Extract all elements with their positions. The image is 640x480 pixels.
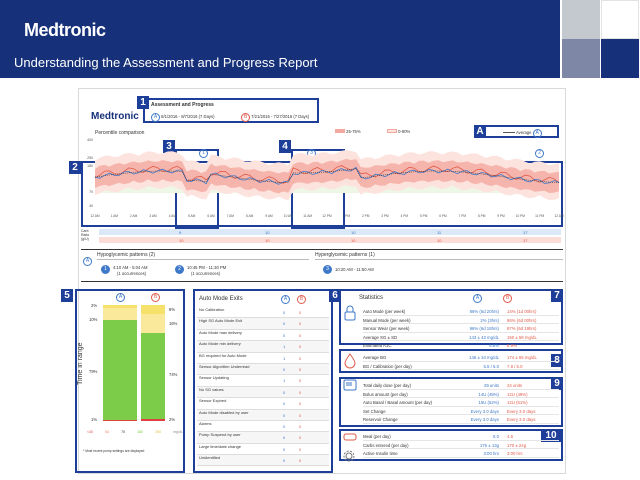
carb-row-a [99,229,561,235]
x-tick-label: 9 AM [265,214,273,218]
stat-row [363,333,559,342]
blood-drop-icon [343,353,357,369]
x-tick-label: 3 AM [149,214,157,218]
x-tick-label: 4 PM [400,214,409,218]
exit-label: Large time/date change [199,443,242,449]
stat-label: Manual Mode (per week) [363,317,411,323]
x-tick-label: 5 AM [188,214,196,218]
exit-label: Sensor Expired [199,398,227,404]
hypo-2-count: (1 occurrences) [191,271,221,276]
hypo-1-count: (1 occurrences) [117,271,147,276]
auto-mode-exit-row [197,387,329,398]
medtronic-logo: Medtronic [24,20,106,40]
stat-label: Average SG ± SD [363,334,398,340]
stat-label: Meal (per day) [363,434,391,439]
callout-6: 6 [329,289,341,302]
carb-ratio-cell: 10 [265,237,270,243]
auto-mode-exit-row [197,307,329,318]
x-tick-label: 9 PM [497,214,505,218]
exit-label: High SG Auto Mode Exit [199,318,243,324]
callout-1: 1 [137,96,149,109]
stat-value-b: 3:00 hrs [507,451,523,457]
stat-row [363,449,559,458]
auto-mode-exit-row [197,330,329,341]
legend-swatch-2 [387,129,397,133]
exit-count-b: 0 [299,355,302,361]
carb-ratio-cell: 10 [351,237,356,243]
exit-count-b: 0 [299,310,302,315]
auto-mode-exit-row [197,398,329,409]
stat-label: Total daily dose (per day) [363,383,412,388]
tir-marker-b: B [151,293,160,302]
x-tick-label: 4 AM [168,214,176,218]
exit-count-a: 0 [283,423,286,429]
stat-value-a: 86% (6d 20hrs) [469,309,499,314]
callout-9: 9 [551,377,563,390]
x-tick-label: 5 PM [419,214,428,218]
tir-scale-label: mg/dL [173,430,183,434]
legend-average-line [503,132,515,133]
stat-value-a: 176 ± 13g [479,442,499,448]
tir-segment [141,419,165,421]
auto-mode-exits-title: Auto Mode Exits [199,296,243,302]
auto-mode-exit-row [197,341,329,352]
exit-count-a: 0 [283,401,286,407]
callout-5: 5 [61,289,73,302]
stat-value-a: 5.0 [493,434,499,439]
tir-scale-label: 250 [155,430,162,434]
x-tick-label: 6 AM [207,214,215,218]
patterns-rule [81,249,563,250]
assessment-title: Assessment and Progress [151,102,214,108]
stat-row [363,432,559,441]
carb-ratio-cell: 17 [523,237,528,243]
tir-segment [141,333,165,419]
period-a-marker: A [151,113,160,122]
exit-count-a: 0 [283,310,286,315]
stat-row [363,316,559,325]
x-tick-label: 10 AM [283,214,293,218]
stat-value-b: 24 units [507,383,523,388]
auto-mode-exit-row [197,421,329,432]
stats-marker-b: B [503,294,512,303]
stat-row [363,324,559,333]
x-tick-label: 6 PM [439,214,447,218]
exit-count-b: 0 [299,446,302,452]
tir-scale-label: 70 [121,430,126,434]
tir-a-label-0: 2% [91,303,98,308]
stat-value-a: 29 units [483,383,499,388]
exit-count-b: 0 [299,389,302,395]
stat-label: Set Change [363,408,386,414]
stat-row [363,441,559,450]
stat-value-b: 174 ± 65 mg/dL [507,355,537,360]
x-tick-label: 8 AM [246,214,254,218]
exit-count-b: 0 [299,321,302,327]
stat-label: Average BG [363,355,387,360]
exit-count-a: 0 [283,412,286,418]
x-tick-label: 1 AM [110,214,118,218]
legend-average-marker: A [533,129,542,138]
ame-marker-b: B [297,295,306,304]
tir-a-label-1: 10% [89,317,98,322]
event-marker-3: 3 [307,149,316,158]
exit-label: No Calibration [199,307,225,312]
x-tick-label: 11 PM [535,214,545,218]
stat-row [363,407,559,416]
exit-count-a: 0 [283,446,286,452]
patterns-bottom-rule [81,281,563,282]
x-tick-label: 3 PM [381,214,389,218]
legend-range1 [335,129,361,134]
x-tick-label: 2 PM [361,214,370,218]
carb-ratio-cell: 10 [351,229,356,235]
glucose-chart [87,137,564,219]
stat-label: Sensor Wear (per week) [363,326,410,332]
stat-value-b: 87% (6d 19hrs) [507,326,537,332]
event-marker-2: 2 [535,149,544,158]
callout-2: 2 [69,161,81,174]
exit-label: Auto Mode max delivery [199,329,242,335]
x-tick-label: 12 AM [554,214,564,218]
tir-segment [141,305,165,314]
hypo-2-time: 10:45 PM - 11:30 PM [187,265,227,270]
stat-value-a: 15U (52%) [478,400,499,406]
exit-label: Sensor Algorithm Underread [199,363,250,369]
exit-count-a: 0 [283,389,286,395]
deco-square-gray [562,0,600,39]
legend-average-text: Average [515,130,532,135]
carb-ratio-cell: 10 [437,237,442,243]
carb-ratio-cell: 9 [179,229,182,235]
stat-value-b: Every 3.0 days [507,417,536,423]
x-tick-label: 7 AM [226,214,234,218]
tir-segment [103,320,137,420]
stat-label: Bolus amount (per day) [363,391,408,397]
exit-count-b: 0 [299,332,302,338]
exit-label: Sensor Updating [199,375,229,381]
hypo-title: Hypoglycemic patterns (2) [97,252,156,258]
tir-b-label-2: 74% [169,372,178,377]
exit-count-b: 0 [299,401,302,407]
exit-label: Auto Mode disabled by user [199,409,249,415]
tir-a-label-3: 1% [91,417,98,422]
auto-mode-exit-row [197,444,329,455]
auto-mode-exits-list [197,307,329,466]
exit-label: No SG values [199,386,224,392]
carb-ratio-label: Carb Ratio (g/U) [81,229,90,241]
callout-a: A [474,125,486,138]
lock-icon [343,305,357,321]
tir-bar-a [103,305,137,421]
tir-scale-label: <40 [87,430,93,434]
stat-row [363,353,559,362]
legend-range2-text: 0-90% [398,129,411,134]
exit-count-a: 0 [283,321,286,327]
tir-b-label-3: 2% [169,417,176,422]
exit-label: Unidentified [199,455,221,461]
stats-group-3 [363,381,559,424]
y-tick-label: 250 [87,156,93,160]
exit-label: Auto Mode min delivery [199,341,241,347]
y-tick-label: 40 [89,204,93,208]
carb-ratio-cell: 10 [265,229,270,235]
stat-label: Reservoir Change [363,417,398,423]
stat-value-b: 12U (49%) [507,391,528,397]
stat-label: Auto Mode (per week) [363,309,406,314]
x-tick-label: 10 PM [515,214,525,218]
gear-icon [343,450,355,462]
stat-row [363,307,559,316]
x-tick-label: 2 AM [130,214,138,218]
stat-value-b: 86% (6d 00hrs) [507,317,537,323]
hypo-1-marker: 1 [101,265,110,274]
period-b [241,113,309,122]
carb-ratio-cell: 10 [179,237,184,243]
patterns-marker-a: A [83,257,92,266]
stat-value-a: 143 ± 43 mg/dL [469,334,499,340]
stat-value-b: 14% (1d 00hrs) [507,309,537,314]
stat-row [363,390,559,399]
legend-range1-text: 25-75% [346,129,361,134]
stat-value-b: 6.9% [507,343,517,349]
period-a [151,113,214,122]
percentile-label: Percentile comparison [95,130,145,136]
stat-value-a: 96% (6d 18hrs) [469,326,499,332]
stat-value-a: 146 ± 34 mg/dL [469,355,499,360]
pump-icon [343,379,357,391]
hyper-title: Hyperglycemic patterns (1) [315,252,375,258]
stats-group-2 [363,353,559,370]
legend-swatch-1 [335,129,345,133]
stat-row [363,362,559,371]
exit-count-b: 0 [299,458,302,464]
stat-value-a: Every 3.0 days [470,408,499,414]
report-logo: Medtronic [91,111,139,122]
tir-bar-b [141,305,165,421]
tir-b-label-1: 16% [169,321,178,326]
deco-square-white [601,0,639,39]
stat-value-b: Every 3.0 days [507,408,536,414]
period-b-text: 7/21/2016 - 7/27/2016 (7 Days) [251,114,310,119]
callout-3: 3 [163,140,175,153]
exit-count-b: 0 [299,423,302,429]
hyper-1-marker: 3 [323,265,332,274]
deco-square-navy [601,39,639,78]
exit-count-b: 0 [299,435,302,441]
meal-icon [343,432,357,442]
x-tick-label: 12 AM [90,214,100,218]
x-tick-label: 11 AM [303,214,313,218]
stat-label: Active Insulin time [363,451,398,457]
exit-label: Alarms [199,420,212,426]
stats-marker-a: A [473,294,482,303]
hypo-1-time: 4:10 AM - 5:04 AM [113,265,148,270]
stat-value-b: 150 ± 58 mg/dL [507,334,537,340]
tir-scale [87,430,183,436]
stat-value-a: Every 3.0 days [470,417,499,423]
tir-segment [103,308,137,321]
stat-row [363,381,559,390]
exit-count-a: 0 [283,435,286,441]
legend-range2 [387,129,410,134]
exit-label: Pump Suspend by user [199,432,241,438]
auto-mode-exit-row [197,410,329,421]
auto-mode-exit-row [197,318,329,329]
callout-10: 10 [541,429,561,442]
tir-scale-label: 180 [137,430,144,434]
x-tick-label: 12 PM [322,214,332,218]
deco-square-slate [562,39,600,78]
y-tick-label: 400 [87,138,93,142]
hyper-rule [315,259,563,260]
hypo-rule [97,259,309,260]
period-b-marker: B [241,113,250,122]
time-in-range-title: Time in range [77,342,84,385]
callout-4: 4 [279,140,291,153]
auto-mode-exit-row [197,455,329,466]
stat-row [363,398,559,407]
exit-count-a: 0 [283,366,286,372]
stat-value-a: 5.5 / 5.0 [483,363,499,369]
stat-value-a: 3:00 hrs [483,451,499,457]
event-marker-1: 1 [199,149,208,158]
exit-count-a: 1 [283,378,286,384]
stat-value-a: 6.8% [489,343,499,349]
hypo-2-marker: 2 [175,265,184,274]
stat-value-b: 12U (51%) [507,400,528,406]
exit-count-b: 0 [299,344,302,350]
exit-count-a: 0 [283,332,286,338]
stats-group-1 [363,307,559,350]
callout-7: 7 [551,289,563,302]
exit-count-a: 1 [283,355,286,361]
statistics-title: Statistics [359,295,384,301]
tir-segment [141,314,165,333]
stat-label: Auto Basal / Basal amount (per day) [363,400,433,406]
tir-segment [103,420,137,421]
stat-value-a: 14U (48%) [478,391,499,397]
tir-marker-a: A [116,293,125,302]
stat-value-b: 170 ± 24g [507,442,527,448]
auto-mode-exit-row [197,375,329,386]
stat-value-a: 2% (3hrs) [480,317,499,323]
report-page [64,88,566,474]
y-tick-label: 70 [89,190,93,194]
exit-count-b: 0 [299,378,302,384]
period-a-text: 8/1/2016 - 8/7/2016 (7 Days) [161,114,215,119]
stats-group-4 [363,432,559,458]
stat-label: Estimated A1C [363,343,392,349]
auto-mode-exit-row [197,353,329,364]
exit-count-a: 1 [283,344,286,350]
auto-mode-exit-row [197,432,329,443]
tir-footnote: * Most recent pump settings are displayed [83,449,145,453]
exit-count-b: 0 [299,366,302,372]
carb-row-b [99,237,561,243]
tir-a-label-2: 79% [89,369,98,374]
page-header [0,0,560,78]
exit-label: BG required for Auto Mode [199,352,247,358]
x-tick-label: 8 PM [477,214,486,218]
page-subtitle: Understanding the Assessment and Progress Report [14,55,318,70]
stat-value-b: 4.6 [507,434,513,439]
auto-mode-exit-row [197,364,329,375]
tir-scale-label: 54 [105,430,109,434]
y-tick-label: 180 [87,164,93,168]
stat-value-b: 7.8 / 5.0 [507,363,523,369]
carb-ratio-cell: 17 [523,229,528,235]
callout-8: 8 [551,354,563,367]
tir-b-label-0: 8% [169,307,176,312]
hyper-1-time: 10:20 AM - 11:50 AM [335,267,374,272]
exit-count-b: 0 [299,412,302,418]
stat-label: Carbs entered (per day) [363,442,409,448]
stat-label: BG / Calibration (per day) [363,363,412,369]
carb-ratio-cell: 11 [437,229,442,235]
stat-row [363,415,559,424]
x-tick-label: 1 PM [342,214,351,218]
exit-count-a: 0 [283,458,286,464]
ame-marker-a: A [281,295,290,304]
x-tick-label: 7 PM [458,214,467,218]
